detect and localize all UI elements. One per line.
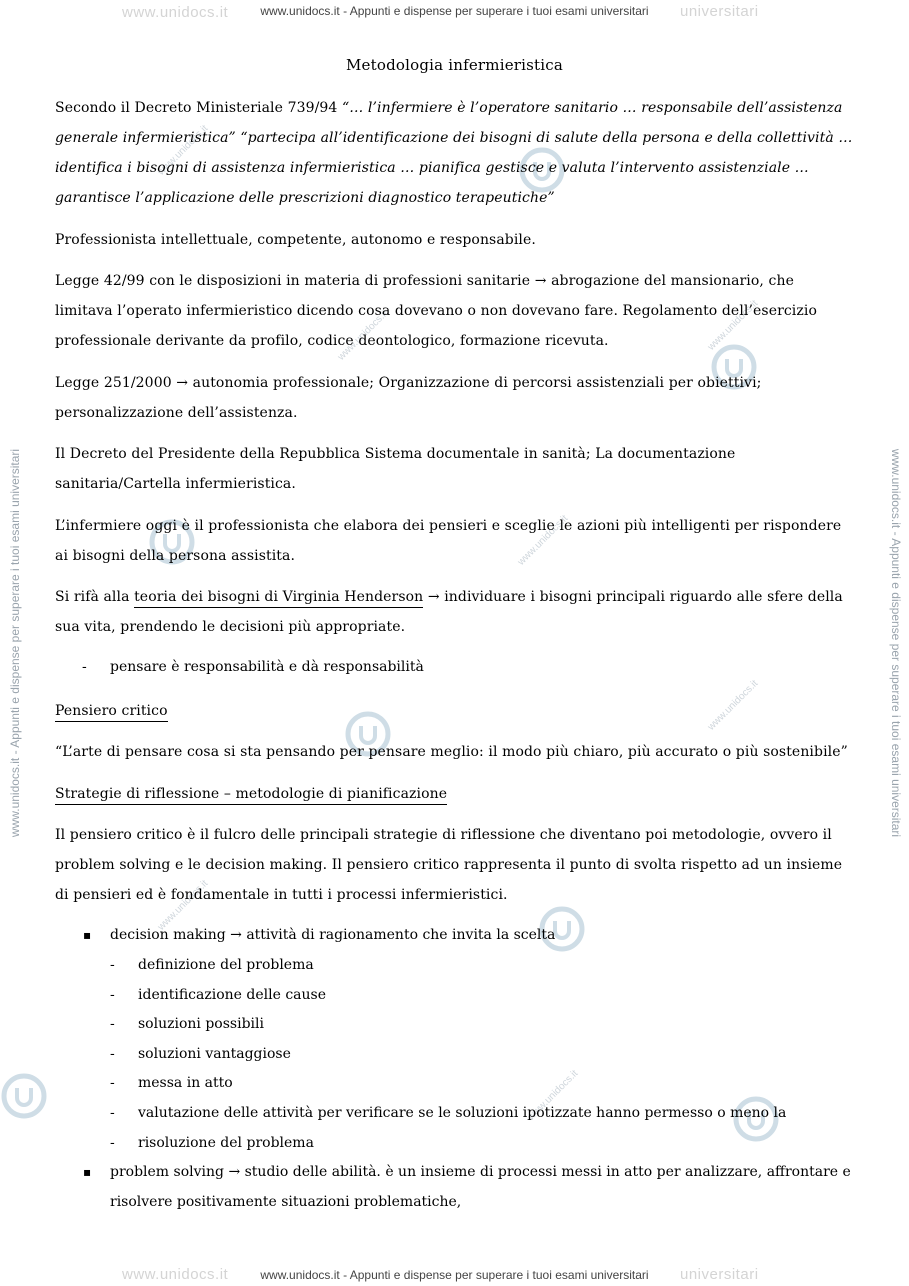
watermark-diagonal: www.unidocs.it [515, 513, 571, 568]
paragraph-legge-42-99: Legge 42/99 con le disposizioni in materia di professioni sanitarie → abrogazione del mansionario, che limitava l’operato infermieristico dicendo cosa dovevano o non dovevano fare. Regolamento dell’esercizio professionale derivante da profilo, codice deontologico, formazione ricevuta. [55, 273, 817, 349]
unidocs-logo-icon [0, 1072, 48, 1120]
watermark-header: www.unidocs.it - Appunti e dispense per superare i tuoi esami universitari [260, 4, 649, 18]
paragraph-decreto-739 [55, 93, 855, 213]
quote-pensiero: “L’arte di pensare cosa si sta pensando per pensare meglio: il modo più chiaro, più accurato o più sostenibile” [55, 744, 848, 760]
paragraph-text: Secondo il Decreto Ministeriale 739/94 [55, 100, 342, 116]
dash-list [110, 653, 870, 683]
heading-text: Pensiero critico [55, 703, 168, 722]
list-item: - soluzioni possibili [138, 1010, 898, 1040]
citation-italic: “… l’infermiere è l’operatore sanitario … responsabile dell’assistenza generale infermieristica” “partecipa all’identificazione dei bisogni di salute della persona e della collettività … identifica i bisogni di assistenza infermieristica … pianifica gestisce e valuta l’intervento assistenziale … garantisce l’applicazione delle prescrizioni diagnostico terapeutiche” [55, 100, 853, 206]
square-list-problem [110, 1158, 855, 1217]
list-item: - soluzioni vantaggiose [138, 1040, 898, 1070]
paragraph-legge-251-2000: Legge 251/2000 → autonomia professionale; Organizzazione di percorsi assistenziali per obiettivi; personalizzazione dell’assistenza. [55, 375, 762, 421]
watermark-ghost-right: universitari [680, 3, 759, 20]
list-item: ▪ problem solving → studio delle abilità. è un insieme di processi messi in atto per analizzare, affrontare e risolvere positivamente situazioni problematiche, [110, 1158, 855, 1217]
list-item: ▪ decision making → attività di ragionamento che invita la scelta [110, 921, 870, 951]
list-item: - definizione del problema [138, 951, 898, 981]
paragraph-decreto-presidente: Il Decreto del Presidente della Repubblica Sistema documentale in sanità; La documentazione sanitaria/Cartella infermieristica. [55, 446, 736, 492]
heading-text: Strategie di riflessione – metodologie di pianificazione [55, 786, 447, 805]
watermark-ghost-left: www.unidocs.it [122, 4, 229, 21]
paragraph-infermiere-oggi: L’infermiere oggi è il professionista che elabora dei pensieri e sceglie le azioni più intelligenti per rispondere ai bisogni della persona assistita. [55, 518, 842, 564]
square-list-decision [110, 921, 870, 951]
paragraph-text: → individuare i bisogni principali riguardo alle sfere della sua vita, prendendo le decisioni più appropriate. [55, 589, 843, 635]
watermark-diagonal: www.unidocs.it [705, 298, 761, 353]
henderson-underlined: teoria dei bisogni di Virginia Henderson [134, 589, 423, 608]
watermark-diagonal: www.unidocs.it [525, 1068, 581, 1123]
decision-steps-list [138, 951, 898, 1158]
paragraph-henderson [55, 582, 855, 642]
watermark-side-left: www.unidocs.it - Appunti e dispense per superare i tuoi esami universitari [8, 448, 22, 838]
paragraph-professionista: Professionista intellettuale, competente, autonomo e responsabile. [55, 232, 536, 248]
watermark-diagonal: www.unidocs.it [705, 678, 761, 733]
watermark-diagonal: www.unidocs.it [335, 308, 391, 363]
watermark-diagonal: www.unidocs.it [155, 123, 211, 178]
page-title: Metodologia infermieristica [345, 56, 564, 74]
watermark-side-right: www.unidocs.it - Appunti e dispense per superare i tuoi esami universitari [889, 448, 903, 838]
watermark-footer: www.unidocs.it - Appunti e dispense per superare i tuoi esami universitari [260, 1268, 649, 1282]
list-item: - messa in atto [138, 1069, 898, 1099]
watermark-ghost-left-bottom: www.unidocs.it [122, 1266, 229, 1283]
list-item: - identificazione delle cause [138, 981, 898, 1011]
section-heading-pensiero-critico [55, 696, 855, 726]
paragraph-text: Si rifà alla [55, 589, 135, 605]
section-heading-strategie [55, 779, 855, 809]
list-item: - valutazione delle attività per verificare se le soluzioni ipotizzate hanno permesso o meno la [138, 1099, 898, 1129]
watermark-diagonal: www.unidocs.it [155, 878, 211, 933]
watermark-ghost-right-bottom: universitari [680, 1266, 759, 1283]
paragraph-pensiero-fulcro: Il pensiero critico è il fulcro delle principali strategie di riflessione che diventano poi metodologie, ovvero il problem solving e le decision making. Il pensiero critico rappresenta il punto di svolta rispetto ad un insieme di pensieri ed è fondamentale in tutti i processi infermieristici. [55, 827, 843, 903]
list-item: - risoluzione del problema [138, 1129, 898, 1159]
list-item: - pensare è responsabilità e dà responsabilità [110, 653, 870, 683]
